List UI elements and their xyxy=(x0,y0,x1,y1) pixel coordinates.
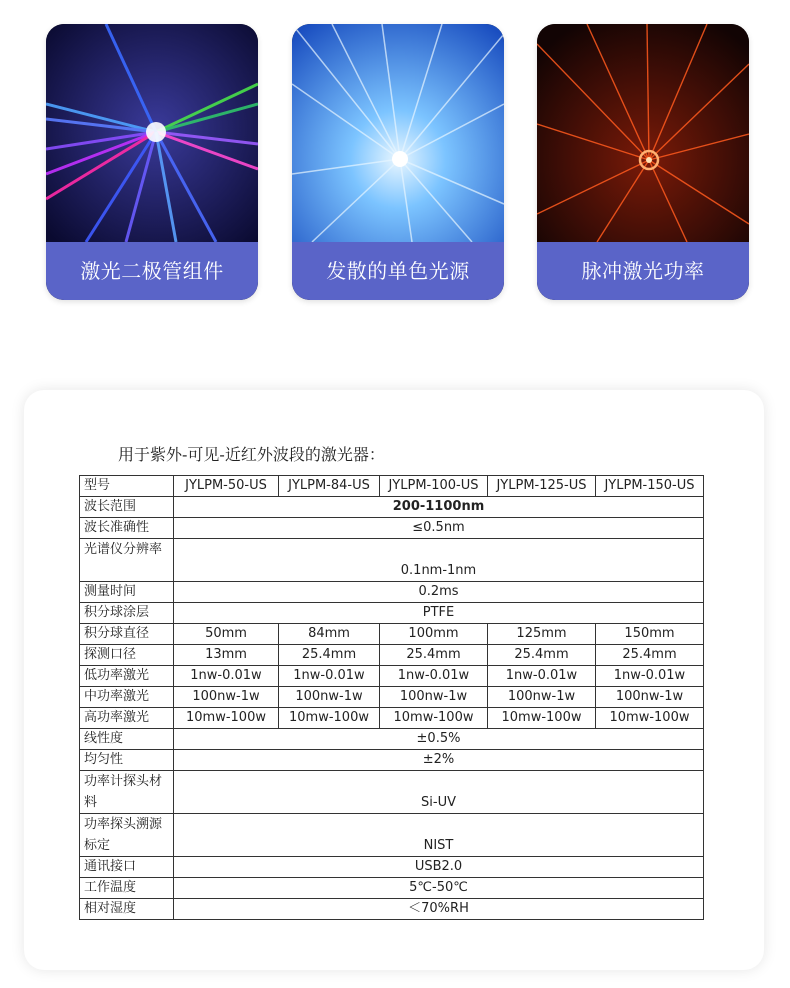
table-row xyxy=(80,539,704,582)
row-cell: 13mm xyxy=(174,645,279,666)
table-row xyxy=(80,857,704,878)
row-value: NIST xyxy=(174,814,704,857)
row-cell: 1nw-0.01w xyxy=(380,666,488,687)
table-row xyxy=(80,750,704,771)
laser-show-image xyxy=(46,24,258,242)
row-cell: 125mm xyxy=(488,624,596,645)
row-cell: 84mm xyxy=(279,624,380,645)
red-burst-image xyxy=(537,24,749,242)
row-key: 高功率激光 xyxy=(80,708,174,729)
row-key: 工作温度 xyxy=(80,878,174,899)
row-value: 5℃-50℃ xyxy=(174,878,704,899)
table-row xyxy=(80,878,704,899)
table-row xyxy=(80,708,704,729)
row-cell: 10mw-100w xyxy=(380,708,488,729)
table-row xyxy=(80,645,704,666)
row-value: PTFE xyxy=(174,603,704,624)
card-label: 激光二极管组件 xyxy=(46,242,258,300)
row-key: 相对湿度 xyxy=(80,899,174,920)
row-key: 探测口径 xyxy=(80,645,174,666)
table-row xyxy=(80,687,704,708)
row-cell: 10mw-100w xyxy=(174,708,279,729)
spec-caption: 用于紫外-可见-近红外波段的激光器： xyxy=(118,445,385,464)
table-row xyxy=(80,603,704,624)
row-cell: 10mw-100w xyxy=(279,708,380,729)
row-cell: 100mm xyxy=(380,624,488,645)
row-cell: 1nw-0.01w xyxy=(174,666,279,687)
row-cell: 100nw-1w xyxy=(279,687,380,708)
feature-card-pulse-laser xyxy=(537,24,749,300)
row-cell: 1nw-0.01w xyxy=(279,666,380,687)
model-name: JYLPM-125-US xyxy=(488,476,596,497)
row-value: ≤0.5nm xyxy=(174,518,704,539)
feature-cards xyxy=(0,0,790,310)
row-key: 中功率激光 xyxy=(80,687,174,708)
feature-card-divergent-source xyxy=(292,24,504,300)
row-cell: 1nw-0.01w xyxy=(596,666,704,687)
row-key: 线性度 xyxy=(80,729,174,750)
row-key: 波长范围 xyxy=(80,497,174,518)
row-key: 功率探头溯源标定 xyxy=(80,814,174,857)
card-label: 脉冲激光功率 xyxy=(537,242,749,300)
row-cell: 100nw-1w xyxy=(596,687,704,708)
row-key: 通讯接口 xyxy=(80,857,174,878)
model-name: JYLPM-100-US xyxy=(380,476,488,497)
spec-table xyxy=(79,475,704,920)
row-key: 积分球涂层 xyxy=(80,603,174,624)
row-key: 型号 xyxy=(80,476,174,497)
row-value: Si-UV xyxy=(174,771,704,814)
row-cell: 100nw-1w xyxy=(380,687,488,708)
table-row xyxy=(80,814,704,857)
table-row xyxy=(80,729,704,750)
row-cell: 25.4mm xyxy=(380,645,488,666)
row-cell: 1nw-0.01w xyxy=(488,666,596,687)
table-row xyxy=(80,476,704,497)
model-name: JYLPM-84-US xyxy=(279,476,380,497)
row-cell: 100nw-1w xyxy=(174,687,279,708)
table-row xyxy=(80,582,704,603)
table-row xyxy=(80,899,704,920)
table-row xyxy=(80,518,704,539)
row-value: ＜70%RH xyxy=(174,899,704,920)
row-cell: 100nw-1w xyxy=(488,687,596,708)
row-key: 低功率激光 xyxy=(80,666,174,687)
blue-rays-image xyxy=(292,24,504,242)
row-key: 测量时间 xyxy=(80,582,174,603)
row-key: 均匀性 xyxy=(80,750,174,771)
row-cell: 25.4mm xyxy=(596,645,704,666)
row-cell: 25.4mm xyxy=(279,645,380,666)
row-cell: 10mw-100w xyxy=(596,708,704,729)
table-row xyxy=(80,497,704,518)
table-row xyxy=(80,666,704,687)
row-value: USB2.0 xyxy=(174,857,704,878)
row-key: 积分球直径 xyxy=(80,624,174,645)
row-value: ±0.5% xyxy=(174,729,704,750)
row-cell: 150mm xyxy=(596,624,704,645)
row-cell: 50mm xyxy=(174,624,279,645)
row-cell: 10mw-100w xyxy=(488,708,596,729)
table-row xyxy=(80,771,704,814)
row-key: 波长准确性 xyxy=(80,518,174,539)
row-key: 功率计探头材料 xyxy=(80,771,174,814)
row-value: 0.1nm-1nm xyxy=(174,539,704,582)
model-name: JYLPM-150-US xyxy=(596,476,704,497)
card-label: 发散的单色光源 xyxy=(292,242,504,300)
row-cell: 25.4mm xyxy=(488,645,596,666)
row-value: 200-1100nm xyxy=(174,497,704,518)
table-row xyxy=(80,624,704,645)
feature-card-laser-diode xyxy=(46,24,258,300)
model-name: JYLPM-50-US xyxy=(174,476,279,497)
row-value: ±2% xyxy=(174,750,704,771)
row-key: 光谱仪分辨率 xyxy=(80,539,174,582)
row-value: 0.2ms xyxy=(174,582,704,603)
